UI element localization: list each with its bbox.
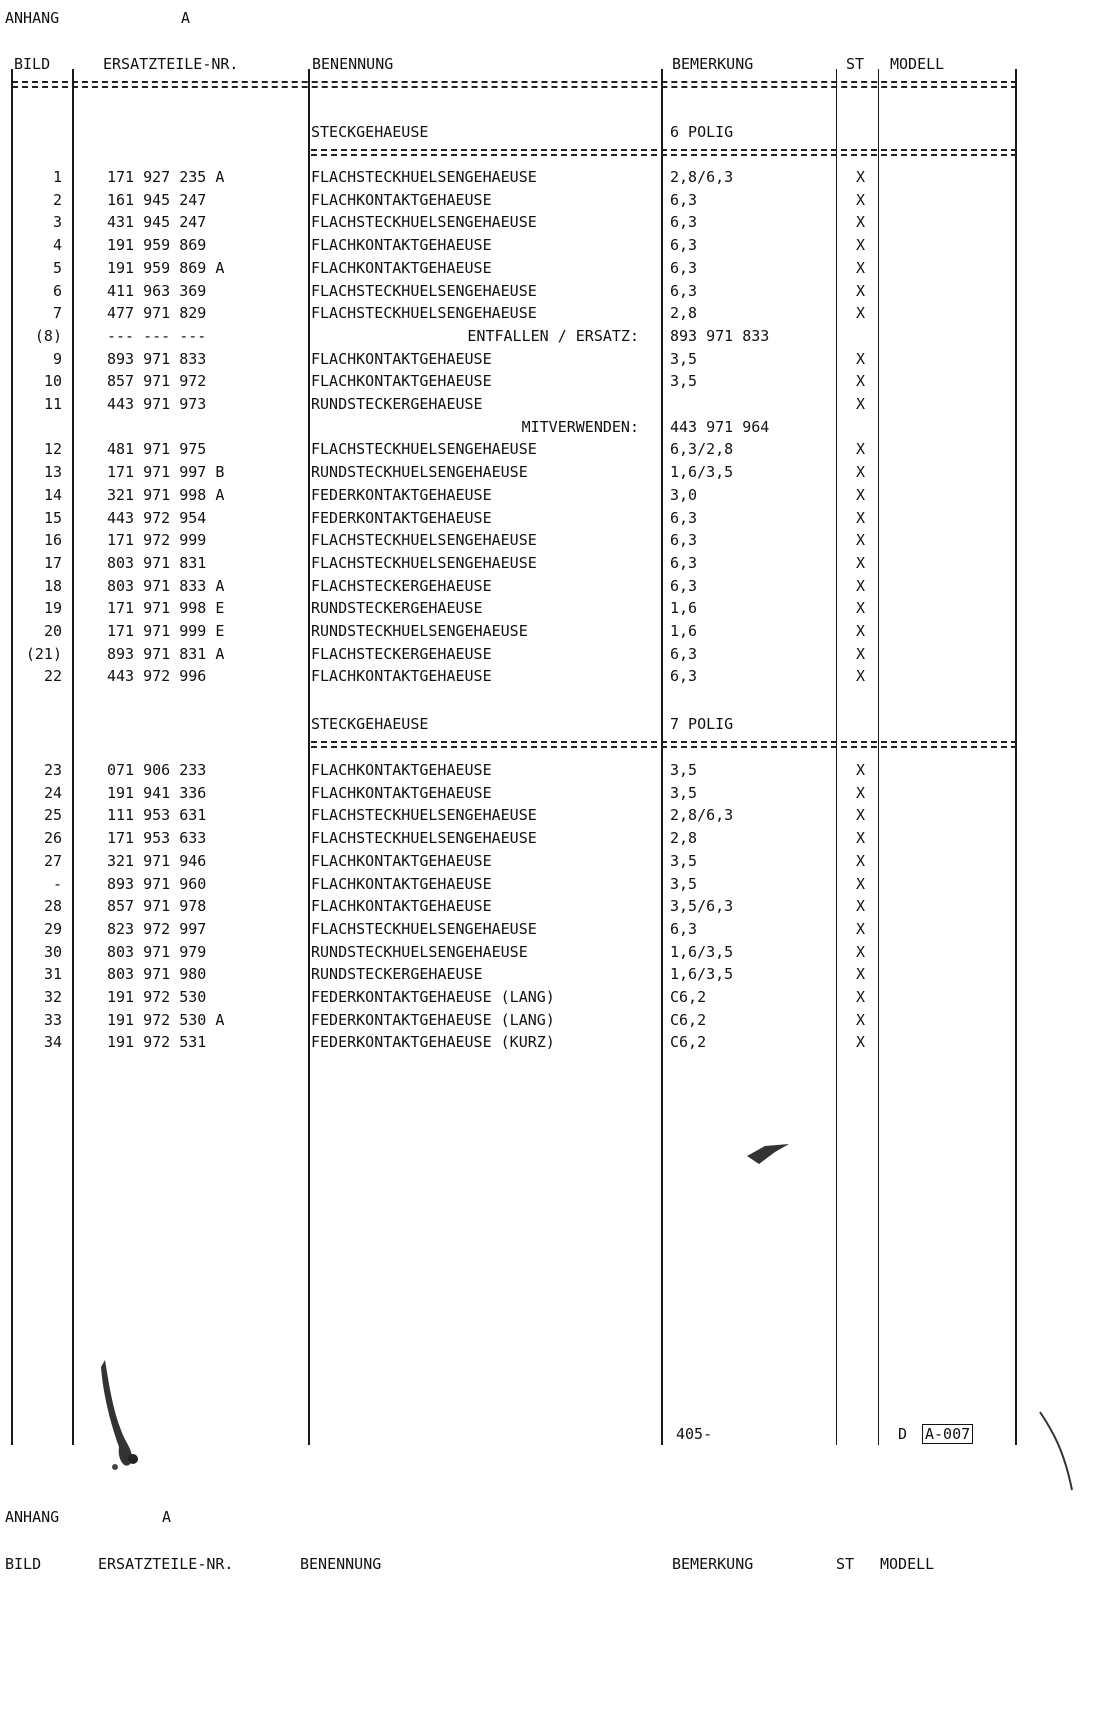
section-rule: [311, 149, 1017, 151]
cell-benennung: FLACHKONTAKTGEHAEUSE: [311, 258, 492, 277]
col-header-ersatzteile-nr: ERSATZTEILE-NR.: [103, 55, 239, 73]
cell-bild: -: [52, 874, 62, 893]
cell-bemerkung: 2,8: [670, 304, 698, 323]
cell-bemerkung: 3,5: [670, 851, 698, 870]
cell-bemerkung: 6,3/2,8: [670, 440, 734, 459]
cell-benennung: FEDERKONTAKTGEHAEUSE: [311, 485, 492, 504]
cell-ersatzteile-nr: 161 945 247: [107, 190, 207, 209]
cell-benennung: FEDERKONTAKTGEHAEUSE: [311, 508, 492, 527]
section-title: STECKGEHAEUSE: [311, 715, 429, 733]
cell-bemerkung: 6,3: [670, 644, 698, 663]
cell-ersatzteile-nr: 191 972 530: [107, 988, 207, 1006]
cell-ersatzteile-nr: 111 953 631: [107, 806, 207, 825]
cell-bild: 11: [43, 395, 62, 413]
next-anhang-value: A: [162, 1508, 172, 1526]
cell-benennung: FLACHKONTAKTGEHAEUSE: [311, 349, 492, 368]
cell-bild: 5: [52, 258, 62, 277]
col-header-bild: BILD: [14, 55, 51, 73]
cell-st: X: [856, 508, 866, 527]
cell-benennung: FLACHSTECKHUELSENGEHAEUSE: [311, 168, 537, 186]
cell-bemerkung: 3,5: [670, 349, 698, 368]
cell-ersatzteile-nr: 191 972 530 A: [107, 1010, 225, 1029]
table-row: [0, 622, 1119, 645]
anhang-value: A: [181, 9, 191, 27]
section-title: STECKGEHAEUSE: [311, 123, 429, 141]
cell-st: X: [856, 236, 866, 255]
cell-st: X: [856, 851, 866, 870]
next-anhang-label: ANHANG: [5, 1508, 60, 1526]
table-row: [0, 988, 1119, 1011]
cell-bemerkung: 6,3: [670, 258, 698, 277]
cell-st: X: [856, 463, 866, 482]
cell-bemerkung: 6,3: [670, 553, 698, 572]
cell-bild: 3: [52, 213, 62, 232]
cell-ersatzteile-nr: 071 906 233: [107, 761, 207, 779]
cell-bemerkung: C6,2: [670, 1033, 707, 1052]
cell-benennung: FLACHKONTAKTGEHAEUSE: [311, 372, 492, 391]
cell-ersatzteile-nr: 481 971 975: [107, 440, 207, 459]
cell-benennung: RUNDSTECKERGEHAEUSE: [311, 599, 483, 618]
cell-st: X: [856, 281, 866, 300]
ink-blot: [95, 1355, 155, 1475]
cell-ersatzteile-nr: 893 971 833: [107, 349, 207, 368]
cell-ersatzteile-nr: 443 971 973: [107, 395, 207, 413]
table-row: [0, 806, 1119, 829]
cell-benennung: FLACHKONTAKTGEHAEUSE: [311, 190, 492, 209]
col-header-st: ST: [846, 55, 865, 73]
cell-benennung: FLACHSTECKHUELSENGEHAEUSE: [311, 553, 537, 572]
cell-benennung: RUNDSTECKHUELSENGEHAEUSE: [311, 942, 528, 961]
cell-benennung: FLACHSTECKHUELSENGEHAEUSE: [311, 440, 537, 459]
table-row: [0, 943, 1119, 966]
table-row: [0, 440, 1119, 463]
cell-ersatzteile-nr: 171 953 633: [107, 829, 207, 848]
cell-st: X: [856, 919, 866, 938]
section-remark: 6 POLIG: [670, 123, 734, 141]
table-row: [0, 395, 1119, 418]
table-row: [0, 509, 1119, 532]
cell-benennung: FEDERKONTAKTGEHAEUSE (LANG): [311, 988, 555, 1006]
cell-ersatzteile-nr: 191 959 869: [107, 236, 207, 255]
cell-st: X: [856, 168, 866, 186]
cell-ersatzteile-nr: 431 945 247: [107, 213, 207, 232]
next-col-header-bild: BILD: [5, 1555, 42, 1573]
cell-ersatzteile-nr: 171 927 235 A: [107, 168, 225, 186]
cell-bild: (8): [34, 326, 62, 345]
cell-st: X: [856, 783, 866, 802]
cell-st: X: [856, 622, 866, 640]
cell-benennung: FLACHKONTAKTGEHAEUSE: [311, 236, 492, 255]
cell-bild: 31: [43, 965, 62, 984]
cell-bemerkung: 6,3: [670, 531, 698, 550]
cell-bemerkung: 1,6/3,5: [670, 942, 734, 961]
col-header-bemerkung: BEMERKUNG: [672, 55, 754, 73]
cell-benennung: FLACHSTECKERGEHAEUSE: [311, 644, 492, 663]
cell-bild: 14: [43, 485, 62, 504]
cell-bemerkung: 3,0: [670, 485, 698, 504]
cell-benennung: FLACHKONTAKTGEHAEUSE: [311, 667, 492, 686]
cell-st: X: [856, 258, 866, 277]
table-row: [0, 486, 1119, 509]
cell-st: X: [856, 553, 866, 572]
cell-benennung: FLACHSTECKERGEHAEUSE: [311, 576, 492, 595]
cell-bild: 18: [43, 576, 62, 595]
table-row: [0, 304, 1119, 327]
cell-st: X: [856, 485, 866, 504]
cell-ersatzteile-nr: 171 971 997 B: [107, 463, 225, 482]
page-number: 405-: [676, 1425, 713, 1443]
table-row: [0, 761, 1119, 784]
cell-ersatzteile-nr: 823 972 997: [107, 919, 207, 938]
cell-benennung: FLACHKONTAKTGEHAEUSE: [311, 874, 492, 893]
ink-smudge: [745, 1138, 795, 1168]
cell-bild: 20: [43, 622, 62, 640]
col-header-modell: MODELL: [890, 55, 945, 73]
cell-bild: 6: [52, 281, 62, 300]
table-row: [0, 554, 1119, 577]
cell-bemerkung: 893 971 833: [670, 326, 770, 345]
table-row: [0, 350, 1119, 373]
cell-st: X: [856, 988, 866, 1006]
cell-bemerkung: 6,3: [670, 213, 698, 232]
cell-ersatzteile-nr: 803 971 979: [107, 942, 207, 961]
cell-bemerkung: 2,8/6,3: [670, 806, 734, 825]
table-row: [0, 965, 1119, 988]
cell-bild: 12: [43, 440, 62, 459]
cell-bild: 33: [43, 1010, 62, 1029]
cell-bemerkung: 3,5: [670, 372, 698, 391]
cell-bild: 19: [43, 599, 62, 618]
cell-ersatzteile-nr: 803 971 831: [107, 553, 207, 572]
anhang-label: ANHANG: [5, 9, 60, 27]
cell-bild: 22: [43, 667, 62, 686]
cell-bemerkung: 1,6/3,5: [670, 965, 734, 984]
table-row: [0, 372, 1119, 395]
col-header-benennung: BENENNUNG: [312, 55, 394, 73]
cell-ersatzteile-nr: 893 971 960: [107, 874, 207, 893]
cell-st: X: [856, 440, 866, 459]
cell-bemerkung: 6,3: [670, 281, 698, 300]
cell-bemerkung: 1,6: [670, 622, 698, 640]
table-row: [0, 577, 1119, 600]
cell-bemerkung: 2,8: [670, 829, 698, 848]
cell-benennung: RUNDSTECKERGEHAEUSE: [311, 965, 483, 984]
table-row: [0, 784, 1119, 807]
cell-bemerkung: 1,6: [670, 599, 698, 618]
next-col-header-ersatzteile-nr: ERSATZTEILE-NR.: [98, 1555, 234, 1573]
table-row: [0, 599, 1119, 622]
table-row: [0, 463, 1119, 486]
table-row: [0, 897, 1119, 920]
next-col-header-st: ST: [836, 1555, 855, 1573]
cell-bild: 29: [43, 919, 62, 938]
table-row: [0, 213, 1119, 236]
cell-st: X: [856, 806, 866, 825]
cell-ersatzteile-nr: 803 971 833 A: [107, 576, 225, 595]
cell-bild: 27: [43, 851, 62, 870]
cell-st: X: [856, 874, 866, 893]
cell-ersatzteile-nr: 443 972 954: [107, 508, 207, 527]
cell-benennung: FEDERKONTAKTGEHAEUSE (KURZ): [311, 1033, 555, 1052]
cell-bild: 17: [43, 553, 62, 572]
next-col-header-bemerkung: BEMERKUNG: [672, 1555, 754, 1573]
cell-st: X: [856, 599, 866, 618]
cell-ersatzteile-nr: 893 971 831 A: [107, 644, 225, 663]
cell-bemerkung: 6,3: [670, 190, 698, 209]
cell-st: X: [856, 965, 866, 984]
cell-st: X: [856, 897, 866, 916]
table-row: [0, 418, 1119, 441]
table-row: [0, 667, 1119, 690]
cell-bemerkung: 3,5/6,3: [670, 897, 734, 916]
cell-bild: 13: [43, 463, 62, 482]
cell-ersatzteile-nr: 171 971 999 E: [107, 622, 225, 640]
cell-benennung: RUNDSTECKHUELSENGEHAEUSE: [311, 622, 528, 640]
section-rule: [311, 741, 1017, 743]
cell-ersatzteile-nr: 857 971 972: [107, 372, 207, 391]
cell-bemerkung: 6,3: [670, 508, 698, 527]
cell-bild: 30: [43, 942, 62, 961]
cell-ersatzteile-nr: 857 971 978: [107, 897, 207, 916]
cell-benennung: FLACHSTECKHUELSENGEHAEUSE: [311, 806, 537, 825]
cell-ersatzteile-nr: 411 963 369: [107, 281, 207, 300]
cell-st: X: [856, 829, 866, 848]
table-row: [0, 1011, 1119, 1034]
cell-ersatzteile-nr: 803 971 980: [107, 965, 207, 984]
cell-benennung: FEDERKONTAKTGEHAEUSE (LANG): [311, 1010, 555, 1029]
cell-ersatzteile-nr: 191 941 336: [107, 783, 207, 802]
table-row: [0, 282, 1119, 305]
cell-ersatzteile-nr: 477 971 829: [107, 304, 207, 323]
cell-bemerkung: 443 971 964: [670, 417, 770, 436]
section-remark: 7 POLIG: [670, 715, 734, 733]
cell-st: X: [856, 304, 866, 323]
cell-bild: 10: [43, 372, 62, 391]
cell-benennung: FLACHSTECKHUELSENGEHAEUSE: [311, 919, 537, 938]
cell-bemerkung: 6,3: [670, 236, 698, 255]
cell-bild: 28: [43, 897, 62, 916]
table-row: [0, 920, 1119, 943]
cell-benennung-note: ENTFALLEN / ERSATZ:: [467, 326, 639, 345]
cell-ersatzteile-nr: --- --- ---: [107, 326, 207, 345]
cell-bild: 1: [52, 168, 62, 186]
cell-st: X: [856, 667, 866, 686]
cell-benennung-note: MITVERWENDEN:: [521, 417, 639, 436]
cell-ersatzteile-nr: 321 971 946: [107, 851, 207, 870]
cell-ersatzteile-nr: 191 959 869 A: [107, 258, 225, 277]
cell-bemerkung: 1,6/3,5: [670, 463, 734, 482]
cell-ersatzteile-nr: 443 972 996: [107, 667, 207, 686]
cell-bemerkung: 3,5: [670, 874, 698, 893]
cell-st: X: [856, 190, 866, 209]
cell-benennung: FLACHKONTAKTGEHAEUSE: [311, 761, 492, 779]
cell-bemerkung: C6,2: [670, 1010, 707, 1029]
cell-benennung: FLACHSTECKHUELSENGEHAEUSE: [311, 281, 537, 300]
cell-st: X: [856, 576, 866, 595]
cell-st: X: [856, 395, 866, 413]
next-col-header-benennung: BENENNUNG: [300, 1555, 382, 1573]
cell-st: X: [856, 761, 866, 779]
next-col-header-modell: MODELL: [880, 1555, 935, 1573]
cell-bild: 25: [43, 806, 62, 825]
cell-st: X: [856, 1033, 866, 1052]
cell-benennung: FLACHSTECKHUELSENGEHAEUSE: [311, 829, 537, 848]
cell-ersatzteile-nr: 191 972 531: [107, 1033, 207, 1052]
cell-bild: 15: [43, 508, 62, 527]
table-row: [0, 875, 1119, 898]
cell-bild: 4: [52, 236, 62, 255]
cell-bemerkung: 2,8/6,3: [670, 168, 734, 186]
cell-bemerkung: 6,3: [670, 919, 698, 938]
cell-bild: 32: [43, 988, 62, 1006]
cell-st: X: [856, 644, 866, 663]
cell-bild: 23: [43, 761, 62, 779]
cell-st: X: [856, 213, 866, 232]
cell-benennung: FLACHSTECKHUELSENGEHAEUSE: [311, 213, 537, 232]
scan-stroke: [1038, 1410, 1078, 1500]
cell-bild: (21): [25, 644, 62, 663]
table-row: [0, 531, 1119, 554]
cell-benennung: RUNDSTECKHUELSENGEHAEUSE: [311, 463, 528, 482]
cell-st: X: [856, 531, 866, 550]
header-rule: [12, 81, 1017, 83]
table-row: [0, 168, 1119, 191]
cell-benennung: FLACHKONTAKTGEHAEUSE: [311, 851, 492, 870]
cell-bild: 9: [52, 349, 62, 368]
cell-ersatzteile-nr: 171 972 999: [107, 531, 207, 550]
cell-bemerkung: C6,2: [670, 988, 707, 1006]
cell-st: X: [856, 1010, 866, 1029]
table-row: [0, 236, 1119, 259]
cell-bild: 2: [52, 190, 62, 209]
cell-bemerkung: 3,5: [670, 761, 698, 779]
cell-bemerkung: 3,5: [670, 783, 698, 802]
cell-bild: 7: [52, 304, 62, 323]
table-row: [0, 645, 1119, 668]
cell-bemerkung: 6,3: [670, 576, 698, 595]
table-row: [0, 852, 1119, 875]
table-row: [0, 829, 1119, 852]
cell-benennung: FLACHSTECKHUELSENGEHAEUSE: [311, 304, 537, 323]
cell-st: X: [856, 942, 866, 961]
cell-ersatzteile-nr: 171 971 998 E: [107, 599, 225, 618]
table-row: [0, 259, 1119, 282]
cell-bemerkung: 6,3: [670, 667, 698, 686]
table-row: [0, 1033, 1119, 1056]
cell-benennung: FLACHKONTAKTGEHAEUSE: [311, 783, 492, 802]
cell-benennung: FLACHSTECKHUELSENGEHAEUSE: [311, 531, 537, 550]
cell-bild: 34: [43, 1033, 62, 1052]
cell-benennung: FLACHKONTAKTGEHAEUSE: [311, 897, 492, 916]
page-code-prefix: D: [898, 1425, 908, 1443]
cell-benennung: RUNDSTECKERGEHAEUSE: [311, 395, 483, 413]
cell-st: X: [856, 349, 866, 368]
cell-bild: 24: [43, 783, 62, 802]
cell-st: X: [856, 372, 866, 391]
cell-ersatzteile-nr: 321 971 998 A: [107, 485, 225, 504]
table-row: [0, 191, 1119, 214]
cell-bild: 16: [43, 531, 62, 550]
cell-bild: 26: [43, 829, 62, 848]
page-code-box: A-007: [922, 1424, 973, 1444]
table-row: [0, 327, 1119, 350]
